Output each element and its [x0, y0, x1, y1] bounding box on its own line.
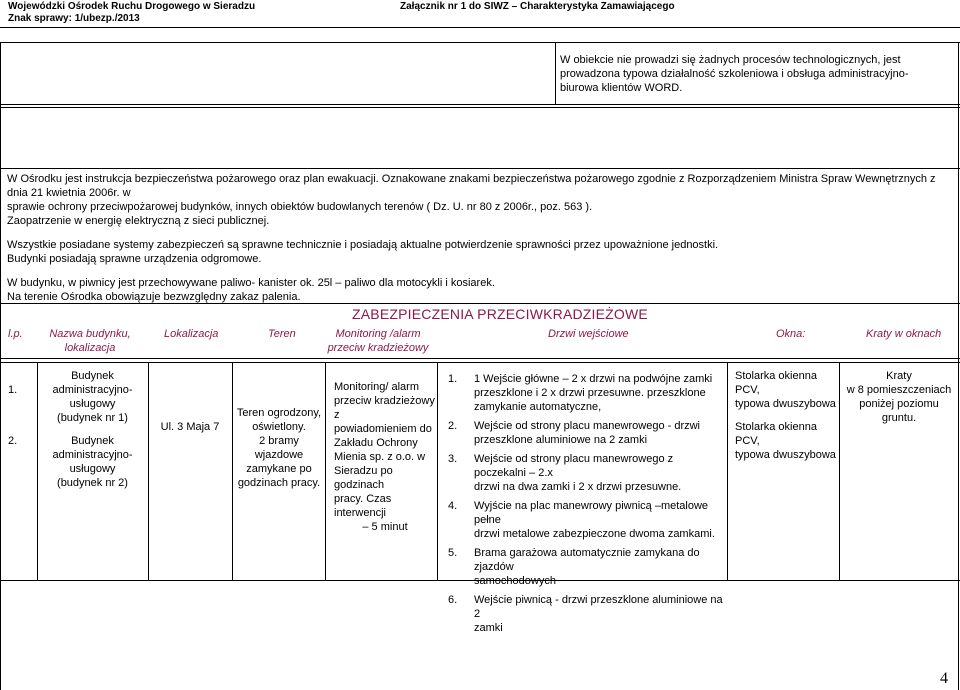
location-address: Ul. 3 Maja 7 — [160, 421, 220, 433]
box-bottom-border — [0, 107, 960, 108]
col-divider — [325, 362, 326, 580]
col-header-monitoring — [318, 327, 438, 355]
monitoring-line: Mienia sp. z o.o. w — [334, 451, 426, 463]
bars-line: Kraty — [886, 370, 912, 382]
door-line: przeszklone i 2 x drzwi przesuwne. przeszklone — [474, 387, 706, 399]
door-line: 1 Wejście główne – 2 x drzwi na podwójne zamki — [474, 373, 713, 385]
bars-line: poniżej poziomu — [859, 398, 939, 410]
table-top-rule — [0, 303, 960, 304]
door-line: Wejście piwnicą - drzwi przeszklone aluminiowe na 2 — [474, 594, 723, 620]
col-header-monitoring-line: przeciw kradzieżowy — [327, 342, 429, 354]
windows-building-2 — [735, 420, 837, 462]
door-text — [474, 372, 712, 414]
building-line: Budynek — [71, 370, 114, 382]
building-line: (budynek nr 1) — [57, 412, 128, 424]
col-divider — [437, 362, 438, 580]
header-row-rule — [0, 358, 960, 359]
monitoring-description — [334, 380, 436, 534]
door-line: samochodowych — [474, 575, 556, 587]
header-case-number: Znak sprawy: 1/ubezp./2013 — [8, 13, 140, 24]
fire-para3-line: Na terenie Ośrodka obowiązuje bezwzględny zakaz palenia. — [7, 291, 301, 303]
col-header-lp: l.p. — [8, 328, 23, 340]
terrain-line: oświetlony. — [252, 421, 306, 433]
col-divider — [839, 362, 840, 580]
theft-table-title: ZABEZPIECZENIA PRZECIWKRADZIEŻOWE — [352, 306, 648, 322]
building-line: Budynek — [71, 435, 114, 447]
box-right-border — [958, 42, 959, 690]
door-line: Wejście od strony placu manewrowego z poczekalni – 2.x — [474, 453, 674, 479]
monitoring-line: Monitoring/ alarm — [334, 381, 419, 393]
door-number: 5. — [448, 547, 458, 559]
windows-line: typowa dwuszybowa — [735, 449, 836, 461]
col-header-location: Lokalizacja — [164, 328, 219, 340]
door-item — [448, 546, 726, 588]
fire-para2-line: Budynki posiadają sprawne urządzenia odgromowe. — [7, 253, 262, 265]
door-line: Wejście od strony placu manewrowego - drzwi — [474, 420, 700, 432]
terrain-line: 2 bramy wjazdowe — [254, 435, 304, 461]
technology-note-line: W obiekcie nie prowadzi się żadnych procesów technologicznych, jest — [560, 54, 901, 66]
window-bars — [842, 369, 956, 425]
col-divider — [232, 362, 233, 580]
header-attachment: Załącznik nr 1 do SIWZ – Charakterystyka Zamawiającego — [400, 1, 675, 12]
door-line: Wyjście na plac manewrowy piwnicą –metalowe pełne — [474, 500, 709, 526]
windows-line: Stolarka okienna PCV, — [735, 370, 817, 396]
door-number: 1. — [448, 373, 458, 385]
bars-line: gruntu. — [881, 412, 917, 424]
terrain-description — [234, 406, 324, 490]
section-rule — [0, 168, 960, 169]
col-divider — [37, 362, 38, 580]
technology-note — [560, 53, 955, 95]
monitoring-line: pracy. Czas interwencji — [334, 493, 392, 519]
door-text — [474, 593, 726, 635]
door-number: 2. — [448, 420, 458, 432]
door-line: drzwi metalowe zabezpieczone dwoma zamkami. — [474, 528, 715, 540]
building-line: usługowy — [69, 463, 116, 475]
fire-para2-line: Wszystkie posiadane systemy zabezpieczeń są sprawne technicznie i posiadają aktualne potwierdzenie sprawności przez upoważnione jednostki. — [7, 239, 719, 251]
door-number: 6. — [448, 594, 458, 606]
col-header-monitoring-line: Monitoring /alarm — [335, 328, 421, 340]
page-number: 4 — [940, 670, 948, 687]
windows-line: Stolarka okienna PCV, — [735, 421, 817, 447]
door-line: zamki — [474, 622, 503, 634]
door-text — [474, 499, 726, 541]
row-number: 1. — [8, 384, 18, 396]
col-header-name-line: lokalizacja — [64, 342, 116, 354]
door-number: 4. — [448, 500, 458, 512]
building-line: usługowy — [69, 398, 116, 410]
fire-para1-line: Zaopatrzenie w energię elektryczną z sieci publicznej. — [7, 215, 270, 227]
terrain-line: Teren ogrodzony, — [236, 407, 322, 419]
col-header-terrain: Teren — [268, 328, 296, 340]
box-bottom-border — [0, 104, 960, 105]
col-header-doors: Drzwi wejściowe — [548, 328, 629, 340]
building-line: administracyjno- — [52, 449, 133, 461]
monitoring-line: Sieradzu po godzinach — [334, 465, 393, 491]
doors-list — [448, 372, 726, 640]
technology-note-line: prowadzona typowa działalność szkoleniowa i obsługa administracyjno- — [560, 68, 909, 80]
door-item — [448, 452, 726, 494]
col-header-name — [40, 327, 140, 355]
terrain-line: zamykane po — [246, 463, 312, 475]
door-number: 3. — [448, 453, 458, 465]
windows-line: typowa dwuszybowa — [735, 398, 836, 410]
door-item — [448, 593, 726, 635]
fire-para1-line: W Ośrodku jest instrukcja bezpieczeństwa pożarowego oraz plan ewakuacji. Oznakowane znakami bezpieczeństwa pożarowego zgodnie z Rozporządzeniem Ministra Spraw Wewnętrznych z dnia 21 kwietnia 2006r. w — [7, 173, 936, 199]
technology-note-line: biurowa klientów WORD. — [560, 82, 683, 94]
col-divider — [727, 362, 728, 580]
monitoring-line: Zakładu Ochrony — [334, 437, 418, 449]
door-line: drzwi na dwa zamki i 2 x drzwi przesuwne. — [474, 481, 682, 493]
door-text — [474, 419, 700, 447]
fire-safety-text — [7, 172, 955, 304]
door-text — [474, 452, 726, 494]
building-2 — [40, 434, 145, 490]
fire-para1-line: sprawie ochrony przeciwpożarowej budynków, innych obiektów budowlanych terenów ( Dz. U. nr 80 z 2006r., poz. 563 ). — [7, 201, 593, 213]
door-text — [474, 546, 726, 588]
col-header-windows: Okna: — [776, 328, 806, 340]
header-row-rule — [0, 362, 960, 363]
door-item — [448, 419, 726, 447]
door-line: Brama garażowa automatycznie zamykana do zjazdów — [474, 547, 700, 573]
box-top-border — [0, 42, 960, 43]
windows-building-1 — [735, 369, 837, 411]
box-divider — [555, 42, 556, 104]
terrain-line: godzinach pracy. — [237, 477, 321, 489]
monitoring-line: przeciw kradzieżowy z — [334, 395, 435, 421]
monitoring-line: – 5 minut — [362, 521, 408, 533]
fire-para3-line: W budynku, w piwnicy jest przechowywane paliwo- kanister ok. 25l – paliwo dla motocykli i kosiarek. — [7, 277, 495, 289]
building-line: (budynek nr 2) — [57, 477, 128, 489]
header-rule — [0, 27, 960, 28]
building-1 — [40, 369, 145, 425]
box-left-border — [0, 42, 1, 690]
door-line: zamykanie automatyczne, — [474, 401, 602, 413]
bars-line: w 8 pomieszczeniach — [846, 384, 952, 396]
col-divider — [148, 362, 149, 580]
building-line: administracyjno- — [52, 384, 133, 396]
row-number: 2. — [8, 435, 18, 447]
door-line: przeszklone aluminiowe na 2 zamki — [474, 434, 648, 446]
monitoring-line: powiadomieniem do — [334, 423, 432, 435]
col-header-name-line: Nazwa budynku, — [49, 328, 131, 340]
door-item — [448, 499, 726, 541]
header-institution: Wojewódzki Ośrodek Ruchu Drogowego w Sieradzu — [8, 1, 256, 12]
door-item — [448, 372, 726, 414]
col-header-bars: Kraty w oknach — [866, 328, 942, 340]
